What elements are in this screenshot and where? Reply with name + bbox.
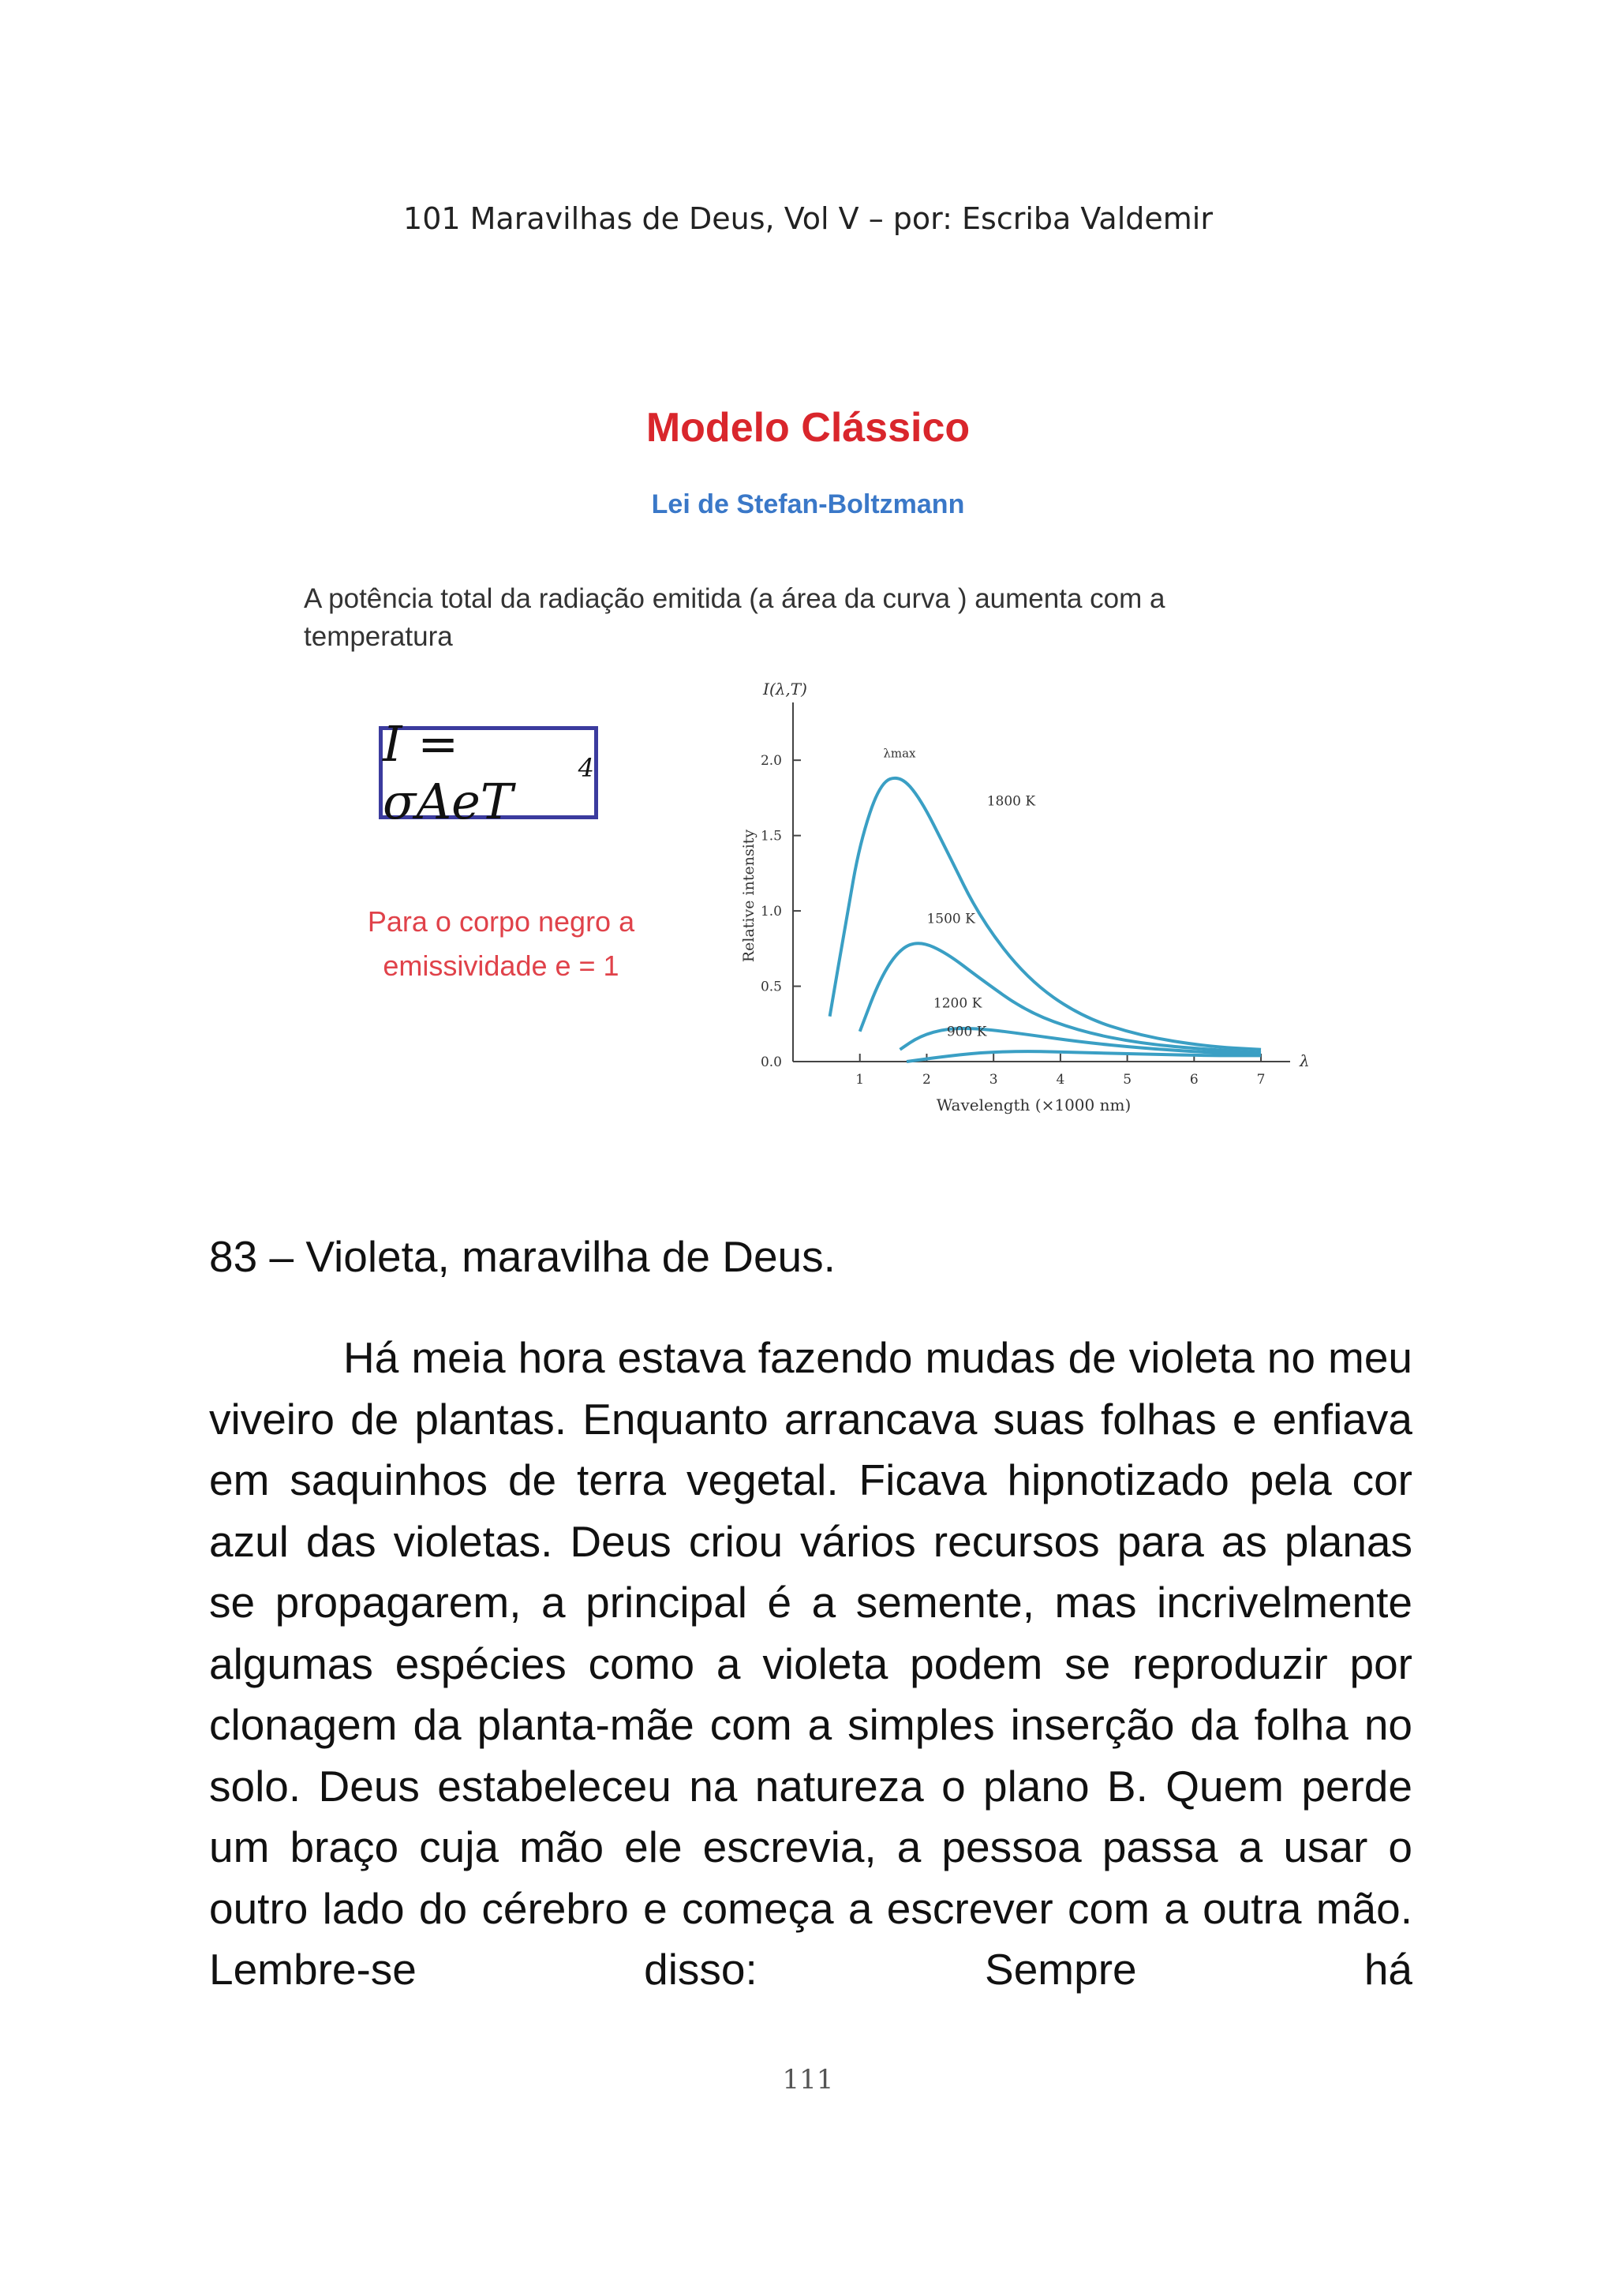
y-tick-label: 0.0 <box>760 1054 782 1070</box>
y-tick-label: 2.0 <box>760 753 782 770</box>
y-tick-label: 1.0 <box>760 904 782 920</box>
formula-exponent: 4 <box>578 753 594 783</box>
x-tick-label: 5 <box>1123 1072 1132 1088</box>
formula-box <box>379 715 598 830</box>
x-tick-label: 6 <box>1189 1072 1199 1088</box>
figure-subtitle: Lei de Stefan-Boltzmann <box>651 489 965 519</box>
blackbody-chart <box>710 663 1310 1121</box>
note-line-1: Para o corpo negro a <box>367 905 635 938</box>
figure-title: Modelo Clássico <box>645 405 971 451</box>
page-number: 111 <box>782 2064 834 2096</box>
x-tick-label: 4 <box>1056 1072 1065 1088</box>
series-label-0: 1800 K <box>986 793 1036 810</box>
series-line-0 <box>830 778 1261 1050</box>
figure-description: A potência total da radiação emitida (a área da curva ) aumenta com a temperatura <box>304 583 1165 652</box>
x-axis-label: Wavelength (×1000 nm) <box>936 1096 1132 1114</box>
note-line-2: emissividade e = 1 <box>383 949 619 982</box>
series-label-3: 900 K <box>946 1024 987 1040</box>
emissivity-note <box>312 900 690 988</box>
body-paragraph <box>209 1328 1412 2001</box>
section-heading: 83 – Violeta, maravilha de Deus. <box>209 1232 836 1281</box>
x-axis-symbol: λ <box>1300 1051 1310 1070</box>
y-tick-label: 1.5 <box>760 828 782 845</box>
series-label-1: 1500 K <box>926 911 975 927</box>
y-tick-label: 0.5 <box>760 979 782 995</box>
x-tick-label: 7 <box>1256 1072 1266 1088</box>
peak-label: λmax <box>883 746 916 761</box>
x-tick-label: 3 <box>989 1072 998 1088</box>
formula-main: I = σAeT <box>383 715 514 830</box>
running-header: 101 Maravilhas de Deus, Vol V – por: Escriba Valdemir <box>403 201 1213 236</box>
x-tick-label: 1 <box>855 1072 865 1088</box>
y-axis-label: Relative intensity <box>740 829 758 963</box>
series-label-2: 1200 K <box>933 995 982 1012</box>
paragraph-text: Há meia hora estava fazendo mudas de violeta no meu viveiro de plantas. Enquanto arrancava suas folhas e enfiava em saquinhos de terra vegetal. Ficava hipnotizado pela cor azul das violetas. Deus criou vários recursos para as planas se propagarem, a principal é a semente, mas incrivelmente algumas espécies como a violeta podem se reproduzir por clonagem da planta-mãe com a simples inserção da folha no solo. Deus estabeleceu na natureza o plano B. Quem perde um braço cuja mão ele escrevia, a pessoa passa a usar o outro lado do cérebro e começa a escrever com a outra mão. Lembre-se disso: Sempre há <box>209 1333 1412 1994</box>
y-axis-symbol: I(λ,T) <box>763 680 807 699</box>
x-tick-label: 2 <box>922 1072 931 1088</box>
